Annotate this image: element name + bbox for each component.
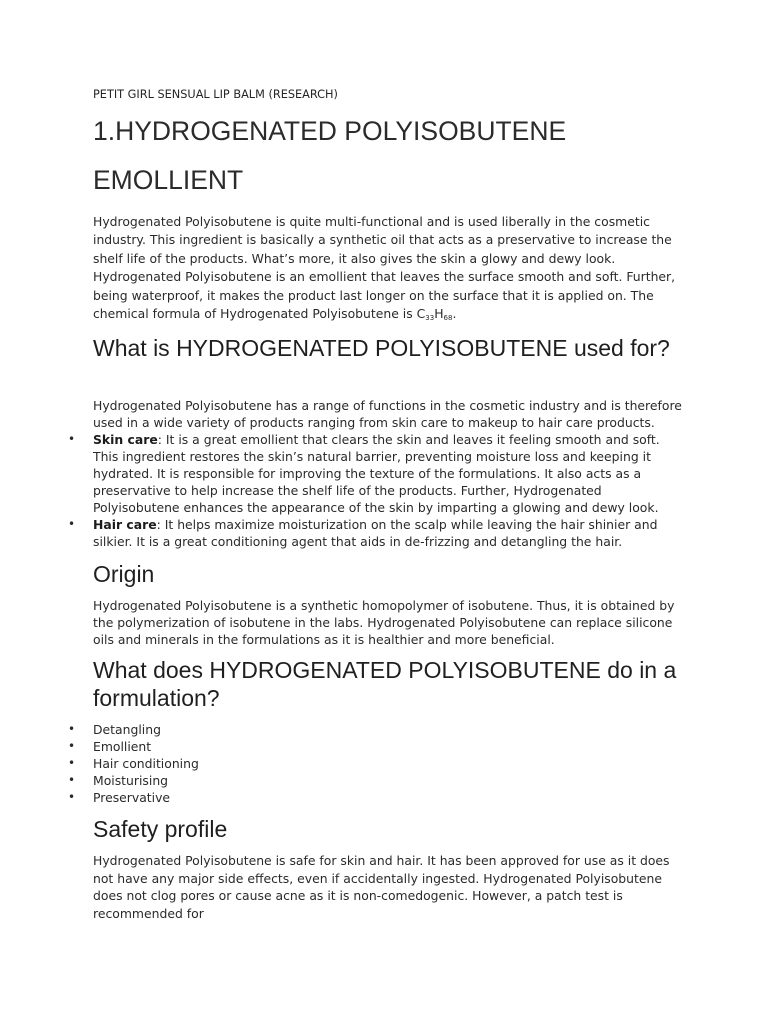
list-item — [68, 738, 683, 755]
page-subtitle: EMOLLIENT — [93, 165, 244, 195]
heading-used-for: What is HYDROGENATED POLYISOBUTENE used for? — [93, 335, 670, 361]
bullet-icon: • — [68, 517, 76, 531]
bullet-icon: • — [68, 790, 76, 804]
formula-h: H — [434, 306, 444, 322]
safety-paragraph: Hydrogenated Polyisobutene is safe for skin and hair. It has been approved for use as it does not have any major side effects, even if accidentally ingested. Hydrogenated Polyisobutene does not clog pores or cause acne as it is non-comedogenic. However, a patch test is recommended for — [93, 853, 670, 921]
list-item — [68, 772, 683, 789]
list-item-text: Detangling — [93, 722, 161, 737]
bullet-icon: • — [68, 756, 76, 770]
bullet-icon: • — [68, 722, 76, 736]
page-title: 1.HYDROGENATED POLYISOBUTENE — [93, 116, 567, 146]
list-item — [68, 755, 683, 772]
intro-text: Hydrogenated Polyisobutene is quite multi-functional and is used liberally in the cosmetic industry. This ingredient is basically a synthetic oil that acts as a preservative to increase the shelf life of the products. What’s more, it also gives the skin a glowy and dewy look. Hydrogenated Polyisobutene is an emollient that leaves the surface smooth and soft. Further, being waterproof, it makes the product last longer on the surface that it is applied on. The chemical formula of Hydrogenated Polyisobutene is — [93, 214, 676, 322]
list-item-text: : It helps maximize moisturization on the scalp while leaving the hair shinier and silkier. It is a great conditioning agent that aids in de-frizzing and detangling the hair. — [93, 517, 658, 549]
list-item-text: : It is a great emollient that clears the skin and leaves it feeling smooth and soft. This ingredient restores the skin’s natural barrier, preventing moisture loss and keeping it hydrated. It is responsible for improving the texture of the formulations. It also acts as a preservative to help increase the shelf life of the products. Further, Hydrogenated Polyisobutene enhances the appearance of the skin by imparting a glowing and dewy look. — [93, 432, 660, 515]
used-for-paragraph: Hydrogenated Polyisobutene has a range of functions in the cosmetic industry and is therefore used in a wide variety of products ranging from skin care to makeup to hair care products. — [93, 398, 682, 430]
heading-formulation: What does HYDROGENATED POLYISOBUTENE do in a formulation? — [93, 657, 677, 711]
intro-paragraph — [93, 213, 683, 327]
list-item-term: Hair care — [93, 517, 157, 532]
list-item-text: Moisturising — [93, 773, 169, 788]
list-item — [68, 721, 683, 738]
formulation-list — [68, 721, 683, 806]
bullet-icon: • — [68, 739, 76, 753]
list-item-text: Preservative — [93, 790, 171, 805]
list-item — [68, 431, 683, 516]
bullet-icon: • — [68, 773, 76, 787]
heading-origin: Origin — [93, 561, 155, 587]
list-item — [68, 516, 683, 550]
heading-safety: Safety profile — [93, 816, 228, 842]
list-item-term: Skin care — [93, 432, 158, 447]
formula-end: . — [452, 306, 457, 322]
formula-c-subscript: 33 — [425, 314, 435, 323]
list-item-text: Emollient — [93, 739, 152, 754]
document-label: PETIT GIRL SENSUAL LIP BALM (RESEARCH) — [93, 88, 338, 101]
formula-h-subscript: 68 — [443, 314, 453, 323]
used-for-list — [68, 431, 683, 550]
list-item — [68, 789, 683, 806]
list-item-text: Hair conditioning — [93, 756, 199, 771]
formula-c: C — [416, 306, 426, 322]
bullet-icon: • — [68, 432, 76, 446]
origin-paragraph: Hydrogenated Polyisobutene is a synthetic homopolymer of isobutene. Thus, it is obtained by the polymerization of isobutene in the labs. Hydrogenated Polyisobutene can replace silicone oils and minerals in the formulations as it is healthier and more beneficial. — [93, 598, 675, 647]
